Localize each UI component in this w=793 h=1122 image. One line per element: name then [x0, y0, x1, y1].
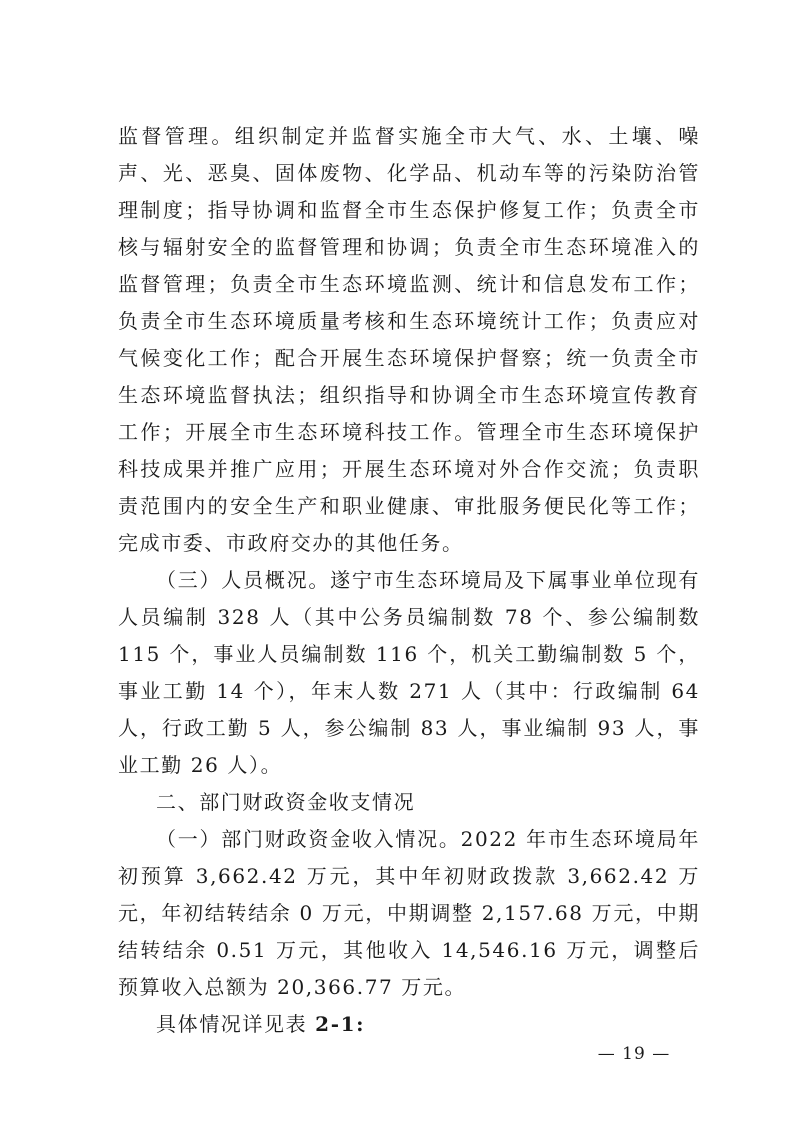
- table-reference-number: 2-1:: [315, 1012, 366, 1036]
- income-paragraph: （一）部门财政资金收入情况。2022 年市生态环境局年初预算 3,662.42 万元，其中年初财政拨款 3,662.42 万元，年初结转结余 0 万元，中期调整 2,157.68 万元，中期结转结余 0.51 万元，其他收入 14,546.16 万元，调整后预算收入总额为 20,366.77 万元。: [118, 827, 700, 999]
- table-reference-paragraph: [118, 1006, 700, 1043]
- staff-overview-paragraph: （三）人员概况。遂宁市生态环境局及下属事业单位现有人员编制 328 人（其中公务员编制数 78 个、参公编制数 115 个，事业人员编制数 116 个，机关工勤编制数 5 个，事业工勤 14 个），年末人数 271 人（其中：行政编制 64 人，行政工勤 5 人，参公编制 83 人，事业编制 93 人，事业工勤 26 人）。: [118, 568, 700, 777]
- document-body: [118, 118, 700, 1043]
- duties-paragraph: 监督管理。组织制定并监督实施全市大气、水、土壤、噪声、光、恶臭、固体废物、化学品、机动车等的污染防治管理制度；指导协调和监督全市生态保护修复工作；负责全市核与辐射安全的监督管理和协调；负责全市生态环境准入的监督管理；负责全市生态环境监测、统计和信息发布工作；负责全市生态环境质量考核和生态环境统计工作；负责应对气候变化工作；配合开展生态环境保护督察；统一负责全市生态环境监督执法；组织指导和协调全市生态环境宣传教育工作；开展全市生态环境科技工作。管理全市生态环境保护科技成果并推广应用；开展生态环境对外合作交流；负责职责范围内的安全生产和职业健康、审批服务便民化等工作；完成市委、市政府交办的其他任务。: [118, 124, 700, 555]
- table-reference-text: 具体情况详见表: [156, 1012, 316, 1036]
- page-number: — 19 —: [597, 1044, 671, 1064]
- finance-section-heading: 二、部门财政资金收支情况: [156, 790, 416, 814]
